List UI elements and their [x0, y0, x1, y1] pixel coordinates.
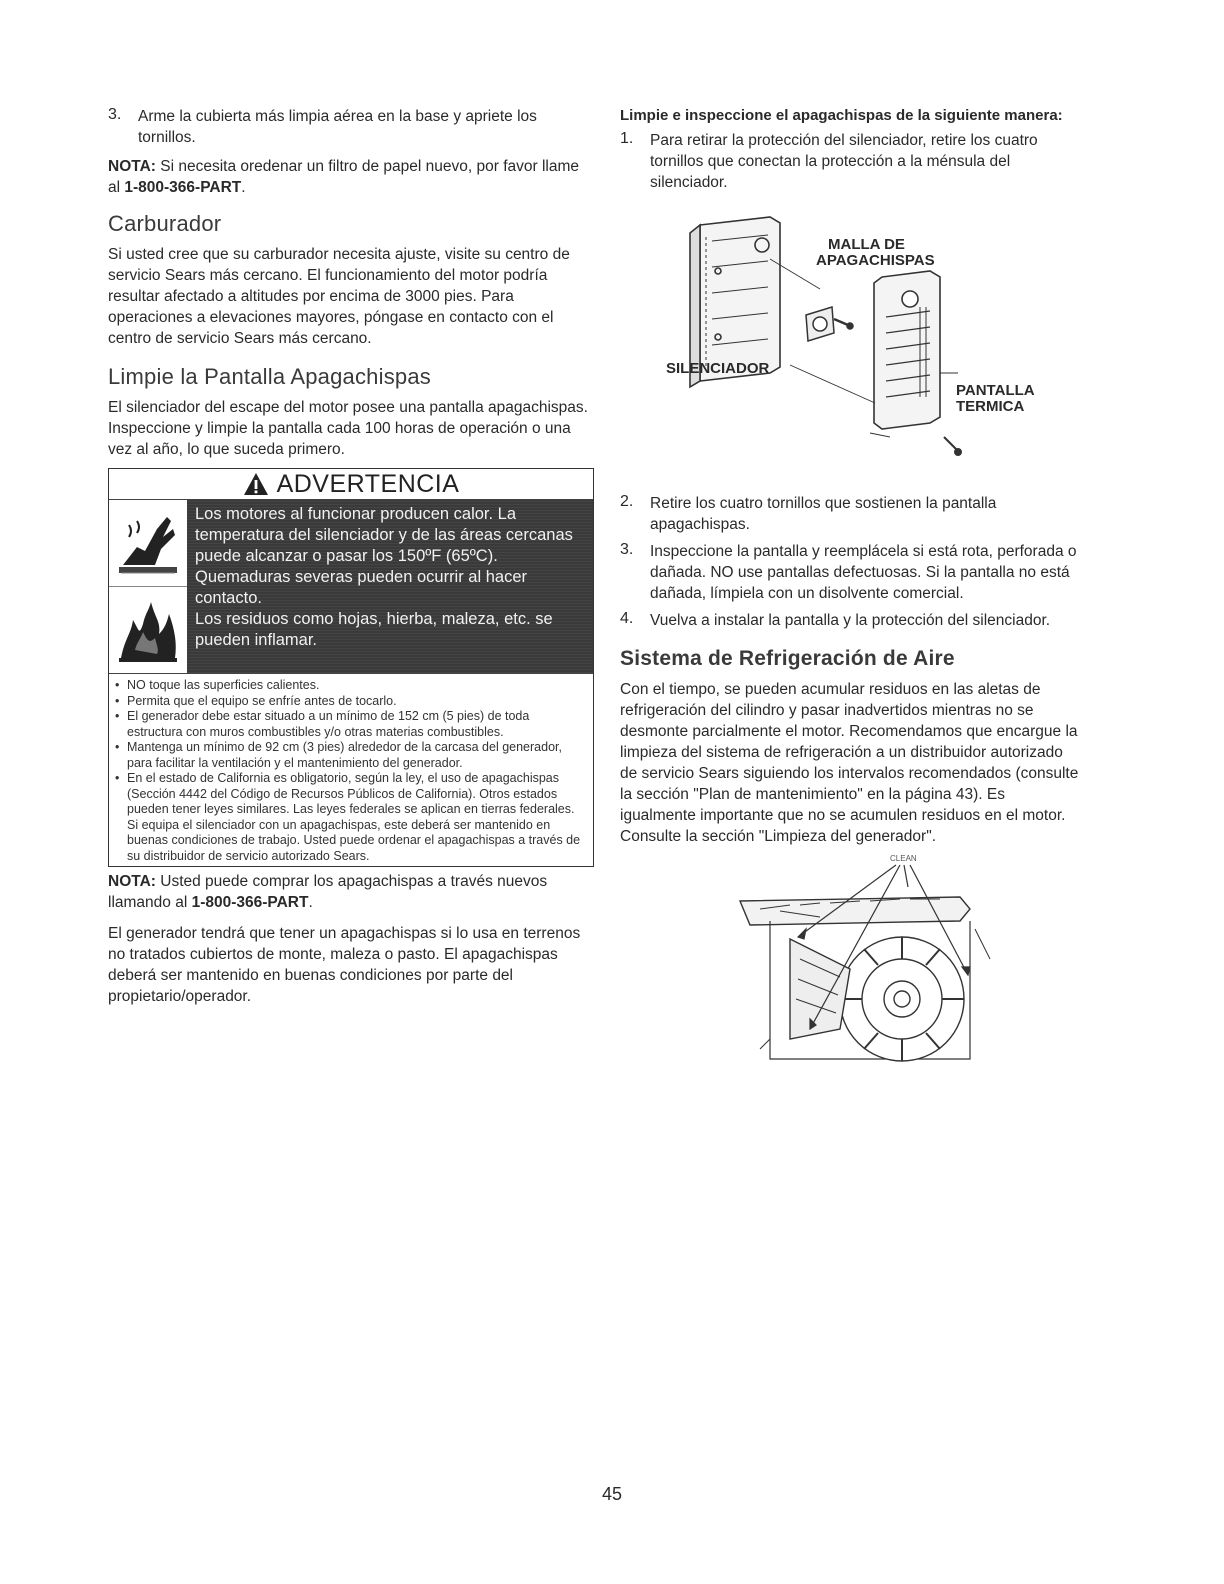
left-column [108, 98, 594, 1007]
warning-bullet-list [109, 673, 593, 866]
step-1 [620, 130, 1080, 193]
step-number: 4. [620, 610, 634, 627]
step-4 [620, 610, 1080, 631]
note-text: Si necesita oredenar un filtro de papel nuevo, por favor llame al [108, 158, 579, 196]
step-number: 3. [620, 541, 634, 558]
cooling-title: Sistema de Refrigeración de Aire [620, 647, 955, 670]
list-item: • En el estado de California es obligatorio, según la ley, el uso de apagachispas (Sección 4442 del Código de Recursos Públicos de California). Otros estados pueden tener leyes similares. Las leyes federales se aplican en tierras federales. Si equipa el silenciador con un apagachispas, este deberá ser mantenido en buenas condiciones de trabajo. Usted puede ordenar el apagachispas a través de su distribuidor de servicio autorizado Sears. [115, 771, 587, 864]
step-text: Para retirar la protección del silenciador, retire los cuatro tornillos que conectan la protección a la ménsula del silenciador. [650, 132, 1038, 191]
final-paragraph: El generador tendrá que tener un apagachispas si lo usa en terrenos no tratados cubiertos de monte, maleza o pasto. El apagachispas deberá ser mantenido en buenas condiciones por parte del propietario/operador. [108, 925, 581, 1005]
note-paper-filter [108, 156, 594, 198]
warning-triangle-icon [243, 472, 269, 496]
note-end: . [241, 179, 246, 196]
warning-title: ADVERTENCIA [276, 469, 460, 498]
carburador-text: Si usted cree que su carburador necesita ajuste, visite su centro de servicio Sears más cercano. El funcionamiento del motor podría resultar afectado a altitudes por encima de 3000 pies. Para operaciones a elevaciones mayores, póngase en contacto con el centro de servicio Sears más cercano. [108, 246, 570, 347]
label-clean: CLEAN [890, 854, 917, 863]
step-number: 3. [108, 106, 122, 123]
step-number: 1. [620, 130, 634, 147]
step-text: Vuelva a instalar la pantalla y la protección del silenciador. [650, 612, 1051, 629]
warning-icons [109, 500, 187, 673]
label-malla-1: MALLA DE [828, 236, 905, 253]
bullet-text: Mantenga un mínimo de 92 cm (3 pies) alrededor de la carcasa del generador, para facilitar la ventilación y el mantenimiento del generador. [127, 740, 562, 770]
note-text: Usted puede comprar los apagachispas a través nuevos llamando al [108, 873, 548, 911]
bullet-text: Permita que el equipo se enfríe antes de tocarlo. [127, 693, 397, 708]
cooling-text: Con el tiempo, se pueden acumular residuos en las aletas de refrigeración del cilindro y pasar inadvertidos mientras no se desmonte parcialmente el motor. Recomendamos que encargue la limpieza del sistema de refrigeración a un distribuidor autorizado de servicio Sears siguiendo los intervalos recomendados (consulte la sección "Plan de mantenimiento" en la página 43). Es igualmente importante que no se acumulen residuos en el motor. Consulte la sección "Limpieza del generador". [620, 681, 1079, 845]
step-number: 2. [620, 493, 634, 510]
warning-line: contacto. [195, 589, 262, 607]
label-malla-2: APAGACHISPAS [816, 252, 935, 269]
note-label: NOTA: [108, 158, 156, 175]
screw-drawing [944, 437, 961, 455]
muffler-diagram [620, 197, 1080, 487]
list-item: • NO toque las superficies calientes. [115, 678, 320, 692]
list-item: • Mantenga un mínimo de 92 cm (3 pies) alrededor de la carcasa del generador, para facilitar la ventilación y el mantenimiento del generador. [115, 740, 587, 771]
warning-mid [109, 499, 593, 673]
engine-diagram [620, 849, 1080, 1079]
pantalla-text: El silenciador del escape del motor posee una pantalla apagachispas. Inspeccione y limpie la pantalla cada 100 horas de operación o una vez al año, lo que suceda primero. [108, 399, 588, 458]
warning-box [108, 468, 594, 867]
warning-line: Quemaduras severas pueden ocurrir al hacer [195, 568, 528, 586]
note-end: . [308, 894, 313, 911]
spark-arrester-drawing [806, 307, 853, 341]
page-number: 45 [601, 1484, 623, 1504]
warning-line: puede alcanzar o pasar los 150ºF (65ºC). [195, 547, 498, 565]
inspect-heading: Limpie e inspeccione el apagachispas de la siguiente manera: [620, 107, 1063, 124]
warning-dark-panel [187, 500, 593, 673]
note-label: NOTA: [108, 873, 156, 890]
carburador-title: Carburador [108, 211, 222, 236]
heat-shield-drawing [874, 271, 940, 429]
hot-surface-icon [109, 500, 187, 587]
warning-header [109, 469, 593, 499]
step-3 [108, 106, 594, 148]
warning-line: temperatura del silenciador y de las áreas cercanas [195, 526, 573, 544]
warning-line: Los residuos como hojas, hierba, maleza, etc. se [195, 610, 553, 628]
step-text: Inspeccione la pantalla y reemplácela si está rota, perforada o dañada. NO use pantallas defectuosas. Si la pantalla no está dañada, límpiela con un disolvente comercial. [650, 543, 1077, 602]
note-buy-screens [108, 871, 594, 913]
pantalla-title: Limpie la Pantalla Apagachispas [108, 364, 431, 389]
note-phone: 1-800-366-PART [191, 894, 309, 911]
list-item: • El generador debe estar situado a un mínimo de 152 cm (5 pies) de toda estructura con muros combustibles y/o otras materias combustibles. [115, 709, 587, 740]
label-pantalla-2: TERMICA [956, 398, 1025, 415]
step-text: Retire los cuatro tornillos que sostienen la pantalla apagachispas. [650, 495, 997, 533]
list-item: • Permita que el equipo se enfríe antes de tocarlo. [115, 693, 397, 708]
engine-drawing [740, 897, 990, 1061]
note-phone: 1-800-366-PART [124, 179, 242, 196]
label-pantalla-1: PANTALLA [956, 382, 1035, 399]
bullet-text: En el estado de California es obligatorio, según la ley, el uso de apagachispas (Sección 4442 del Código de Recursos Públicos de California). Otros estados pueden tener leyes similares. Las leyes federales se aplican en tierras federales. Si equipa el silenciador con un apagachispas, este deberá ser mantenido en buenas condiciones de trabajo. Usted puede ordenar el apagachispas a través de su distribuidor de servicio autorizado Sears. [127, 771, 581, 863]
right-column [620, 98, 1080, 1079]
warning-line: Los motores al funcionar producen calor. La [195, 505, 517, 523]
label-silenciador: SILENCIADOR [666, 360, 770, 377]
warning-line: pueden inflamar. [195, 631, 318, 649]
bullet-text: NO toque las superficies calientes. [127, 678, 320, 692]
step-text: Arme la cubierta más limpia aérea en la base y apriete los tornillos. [138, 108, 537, 146]
bullet-text: El generador debe estar situado a un mínimo de 152 cm (5 pies) de toda estructura con muros combustibles y/o otras materias combustibles. [127, 709, 530, 739]
step-2 [620, 493, 1080, 535]
fire-hazard-icon [109, 587, 187, 673]
step-3 [620, 541, 1080, 604]
